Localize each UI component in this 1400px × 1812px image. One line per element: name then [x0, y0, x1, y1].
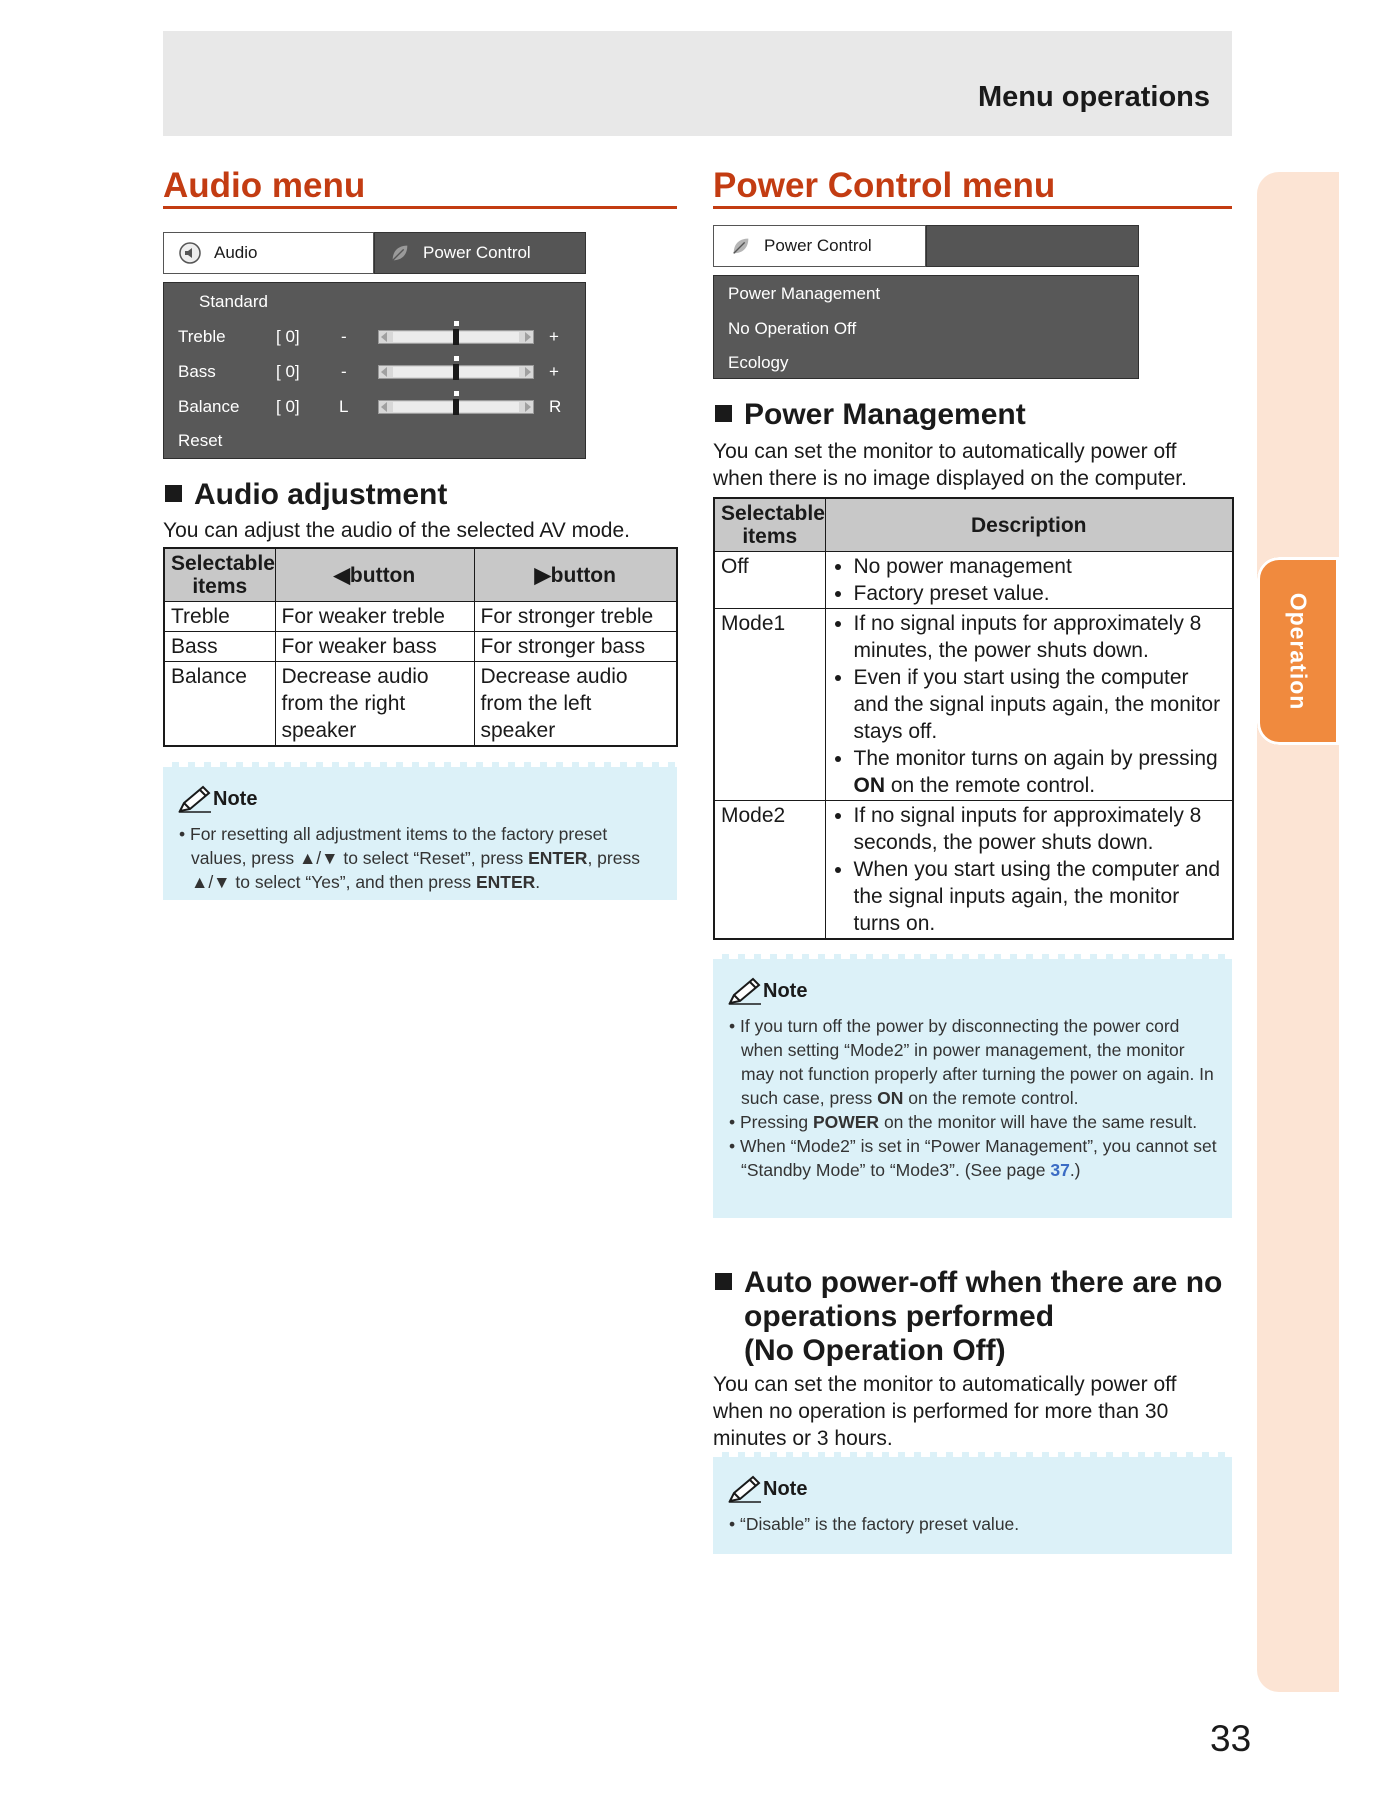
table-header-cell: Selectable items: [164, 548, 275, 602]
osd-row-label: Treble: [178, 327, 226, 346]
power-osd-tabs: [713, 225, 1139, 267]
table-cell: Balance: [164, 662, 275, 747]
table-row: [714, 801, 1233, 940]
balance-slider[interactable]: [378, 400, 534, 414]
osd-tab-power-control-label: Power Control: [764, 236, 872, 255]
osd-row-max: R: [549, 397, 562, 416]
power-menu-title: Power Control menu: [713, 166, 1056, 205]
osd-row-balance[interactable]: [164, 390, 585, 424]
leaf-icon: [730, 235, 752, 257]
power-management-heading: [715, 398, 1026, 432]
osd-row-label: Bass: [178, 362, 216, 381]
power-menu-rule: [713, 206, 1232, 209]
list-item: • If no signal inputs for approximately 8 minutes, the power shuts down.: [854, 610, 1227, 664]
table-cell: [825, 552, 1233, 609]
list-item: [854, 745, 1227, 799]
osd-tab-audio-label: Audio: [214, 243, 258, 262]
table-cell: Mode1: [714, 609, 825, 801]
slider-center-mark: [454, 356, 459, 361]
note-body: [727, 1512, 1220, 1536]
osd-row-value: [ 0]: [276, 362, 300, 381]
note-item: • Pressing POWER on the monitor will have the same result.: [729, 1112, 1198, 1132]
note-body: [177, 822, 663, 894]
power-management-intro: You can set the monitor to automatically power off when there is no image displayed on the computer.: [713, 440, 1187, 490]
list-item: • Even if you start using the computer and the signal inputs again, the monitor stays off.: [854, 664, 1227, 745]
audio-adjustment-intro: You can adjust the audio of the selected AV mode.: [163, 519, 631, 542]
key-on: ON: [853, 774, 885, 797]
square-bullet-icon: [165, 485, 182, 502]
note-dashed-border: [163, 762, 677, 767]
power-management-heading-text: Power Management: [744, 398, 1026, 431]
table-row: [714, 552, 1233, 609]
note-dashed-border: [713, 1452, 1232, 1457]
list-text: on the remote control.: [885, 774, 1096, 797]
osd-row-min: L: [339, 397, 349, 416]
osd-row-max: +: [549, 327, 559, 346]
heading-line: [715, 1266, 1235, 1300]
pencil-note-icon: [727, 1474, 763, 1504]
slider-center-mark: [454, 391, 459, 396]
osd-row-treble[interactable]: [164, 320, 585, 354]
bass-slider[interactable]: [378, 365, 534, 379]
table-header-row: [164, 548, 677, 602]
table-row: [164, 632, 677, 662]
osd-tab-power-control[interactable]: [374, 232, 586, 274]
audio-osd-panel: [163, 282, 586, 459]
list-item: • No power management: [854, 553, 1227, 580]
table-header-cell: ▶button: [474, 548, 677, 602]
note-text: “Disable” is the factory preset value.: [740, 1514, 1020, 1534]
side-tab-operation[interactable]: [1257, 557, 1339, 745]
auto-power-off-heading: [715, 1266, 1235, 1368]
treble-slider[interactable]: [378, 330, 534, 344]
speaker-icon: [178, 241, 202, 265]
square-bullet-icon: [715, 1273, 732, 1290]
audio-menu-rule: [163, 206, 677, 209]
table-cell: Off: [714, 552, 825, 609]
table-header-row: [714, 498, 1233, 552]
note-body: [727, 1014, 1220, 1182]
osd-row-bass[interactable]: [164, 355, 585, 389]
note-key-enter: ENTER: [528, 848, 588, 868]
note-text: .): [1069, 1160, 1081, 1180]
page-header: [163, 31, 1232, 136]
note-text: .: [535, 872, 541, 892]
header-title: Menu operations: [977, 81, 1210, 113]
osd-row-min: -: [341, 327, 347, 346]
note-item: • If you turn off the power by disconnecting the power cord when setting “Mode2” in power management, the monitor may not function properly after turning the power on again. In such case, press ON on the remote control.: [729, 1016, 1214, 1108]
audio-note: [163, 762, 677, 900]
page-number: 33: [1210, 1718, 1252, 1759]
auto-power-off-text: You can set the monitor to automatically power off when no operation is performed for more than 30 minutes or 3 hours.: [713, 1373, 1177, 1450]
table-cell: Treble: [164, 602, 275, 632]
note-item: • For resetting all adjustment items to the factory preset values, press ▲/▼ to select “Reset”, press ENTER, press ▲/▼ to select “Yes”, and then press ENTER.: [179, 824, 640, 892]
table-row: [164, 662, 677, 747]
square-bullet-icon: [715, 405, 732, 422]
slider-knob[interactable]: [453, 329, 459, 345]
slider-knob[interactable]: [453, 364, 459, 380]
side-tab-label: Operation: [1285, 592, 1312, 710]
table-cell: [825, 609, 1233, 801]
audio-menu-title: Audio menu: [163, 166, 366, 205]
table-cell: Mode2: [714, 801, 825, 940]
note-key-enter: ENTER: [475, 872, 536, 892]
note-header: [727, 1474, 1220, 1504]
osd-tab-empty: [926, 225, 1139, 267]
note-text: , press ▲/▼ to select “Yes”, and then press: [191, 848, 640, 892]
table-cell: Decrease audio from the right speaker: [275, 662, 474, 747]
note-header: [727, 976, 1220, 1006]
osd-row-max: +: [549, 362, 559, 381]
pencil-note-icon: [177, 784, 213, 814]
osd-item-ecology[interactable]: Ecology: [728, 353, 789, 372]
note-text: on the remote control.: [903, 1088, 1079, 1108]
table-header-cell: Selectable items: [714, 498, 825, 552]
pencil-note-icon: [727, 976, 763, 1006]
osd-row-min: -: [341, 362, 347, 381]
osd-tab-power-control-label: Power Control: [423, 243, 531, 262]
page-reference-link[interactable]: 37: [1050, 1160, 1070, 1180]
note-header: [177, 784, 663, 814]
note-text: For resetting all adjustment items to the factory preset values, press ▲/▼ to select “Reset”, press: [190, 824, 608, 868]
osd-tab-power-control[interactable]: [713, 225, 926, 267]
table-cell: For weaker treble: [275, 602, 474, 632]
side-tab-strip: [1257, 172, 1339, 1692]
leaf-icon: [389, 242, 411, 264]
power-management-table: [713, 497, 1234, 940]
note-label: Note: [213, 787, 258, 810]
table-row: [714, 609, 1233, 801]
table-cell: For stronger bass: [474, 632, 677, 662]
note-text: If you turn off the power by disconnecting the power cord when setting “Mode2” in power management, the monitor may not function properly after turning the power on again. In such case, press: [740, 1016, 1214, 1108]
note-text: When “Mode2” is set in “Power Management”, you cannot set “Standby Mode” to “Mode3”. (See page: [740, 1136, 1217, 1180]
table-cell: For weaker bass: [275, 632, 474, 662]
note-item: • When “Mode2” is set in “Power Management”, you cannot set “Standby Mode” to “Mode3”. (See page 37.): [729, 1136, 1217, 1180]
osd-mode[interactable]: Standard: [199, 292, 268, 311]
osd-item-no-operation-off[interactable]: No Operation Off: [728, 319, 857, 338]
list-text: The monitor turns on again by pressing: [853, 747, 1218, 770]
note-label: Note: [763, 979, 808, 1002]
power-management-note: [713, 954, 1232, 1218]
osd-tab-audio[interactable]: [163, 232, 374, 274]
list-item: • If no signal inputs for approximately 8 seconds, the power shuts down.: [854, 802, 1227, 856]
list-item: • When you start using the computer and the signal inputs again, the monitor turns on.: [854, 856, 1227, 937]
heading-text: Auto power-off when there are no: [744, 1266, 1223, 1299]
note-text: on the monitor will have the same result.: [879, 1112, 1198, 1132]
heading-line: operations performed: [744, 1300, 1055, 1333]
table-cell: [825, 801, 1233, 940]
note-item: • “Disable” is the factory preset value.: [729, 1514, 1020, 1534]
table-cell: Bass: [164, 632, 275, 662]
table-cell: Decrease audio from the left speaker: [474, 662, 677, 747]
audio-adjustment-heading: [165, 478, 447, 512]
heading-line: (No Operation Off): [744, 1334, 1006, 1367]
table-row: [164, 602, 677, 632]
note-key-power: POWER: [812, 1112, 880, 1132]
list-item: • Factory preset value.: [854, 580, 1227, 607]
table-header-cell: ◀button: [275, 548, 474, 602]
auto-power-off-note: [713, 1452, 1232, 1554]
note-label: Note: [763, 1477, 808, 1500]
audio-adjustment-heading-text: Audio adjustment: [194, 478, 448, 511]
slider-center-mark: [454, 321, 459, 326]
note-dashed-border: [713, 954, 1232, 959]
table-header-cell: Description: [825, 498, 1233, 552]
note-text: Pressing: [740, 1112, 813, 1132]
power-osd-panel: [713, 275, 1139, 379]
osd-row-value: [ 0]: [276, 327, 300, 346]
osd-row-label: Balance: [178, 397, 240, 416]
audio-osd-tabs: [163, 232, 586, 274]
slider-knob[interactable]: [453, 399, 459, 415]
table-cell: For stronger treble: [474, 602, 677, 632]
osd-item-power-management[interactable]: Power Management: [728, 284, 881, 303]
note-key-on: ON: [877, 1088, 904, 1108]
osd-reset[interactable]: Reset: [178, 431, 223, 450]
osd-row-value: [ 0]: [276, 397, 300, 416]
audio-adjustment-table: [163, 547, 678, 747]
